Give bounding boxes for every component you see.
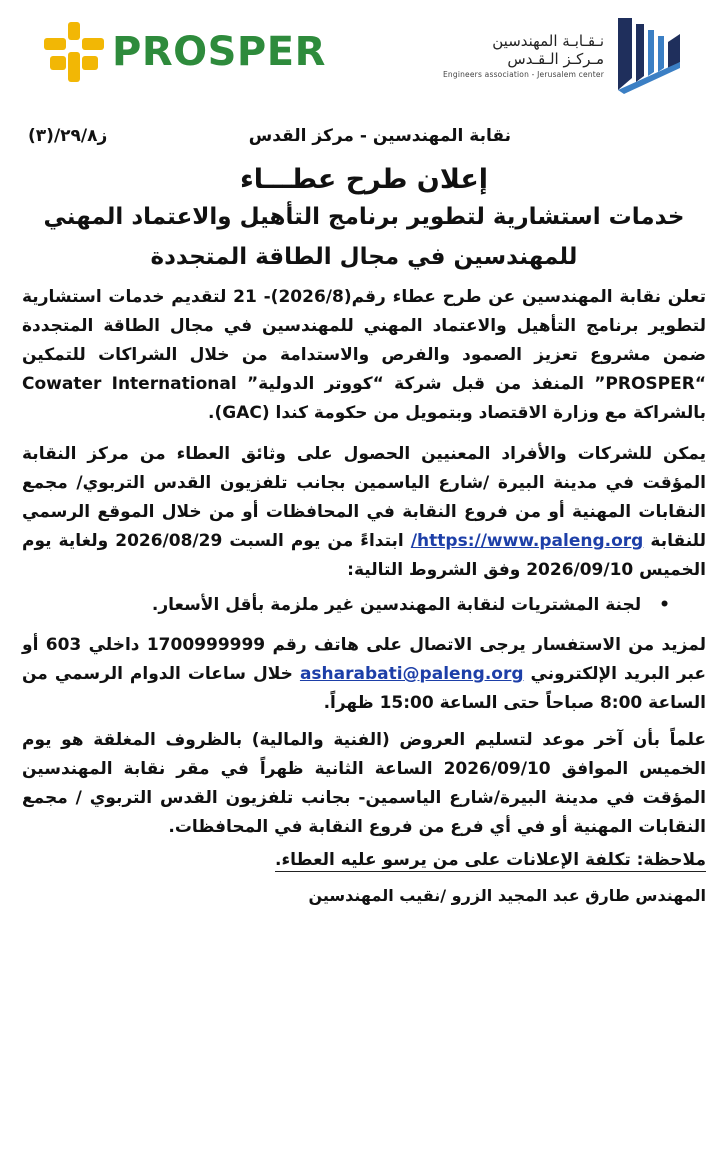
engineers-association-logo: [443, 14, 684, 94]
website-link[interactable]: https://www.paleng.org/: [410, 531, 644, 551]
ea-name-en: Engineers association - Jerusalem center: [442, 70, 604, 79]
paragraph-deadline: علماً بأن آخر موعد لتسليم العروض (الفنية والمالية) بالظروف المغلقة هو يوم الخميس الموافق 2026/09/10 الساعة الثانية ظهراً في مقر نقابة المهندسين المؤقت في مدينة البيرة/شارع الياسمين- بجانب تلفزيون القدس التربوي / مجمع النقابات المهنية أو في أي فرع من فروع النقابة في المحافظات.: [22, 730, 706, 837]
paragraph-intro: تعلن نقابة المهندسين عن طرح عطاء رقم(2026/8)- 21 لتقديم خدمات استشارية لتطوير برنامج التأهيل والاعتماد المهني للمهندسين في مجال الطاقة المتجددة ضمن مشروع تعزيز الصمود والفرص والاستدامة من خلال الشراكات للتمكين “PROSPER” المنفذ من قبل شركة “كووتر الدولية” Cowater International بالشراكة مع وزارة الاقتصاد وبتمويل من حكومة كندا (GAC).: [22, 287, 707, 423]
condition-bullet: • لجنة المشتريات لنقابة المهندسين غير ملزمة بأقل الأسعار.: [22, 591, 670, 619]
reference-number: ز٢٩/٨/(٣): [28, 126, 108, 146]
ea-name-line2: مـركـز الـقـدس: [507, 50, 604, 68]
paragraph-contact: [22, 631, 706, 718]
prosper-wordmark: PROSPER: [112, 29, 326, 75]
prosper-logo: [44, 22, 326, 82]
paragraph-documents: [22, 440, 706, 585]
announcement-title: إعلان طرح عطـــاء: [239, 164, 489, 195]
contact-hours: خلال ساعات الدوام الرسمي من الساعة 8:00 صباحاً حتى الساعة 15:00 ظهراً.: [22, 664, 706, 713]
contact-text: لمزيد من الاستفسار يرجى الاتصال على هاتف رقم 1700999999 داخلي 603 أو عبر البريد الإلكتروني: [22, 635, 707, 684]
announcement-subtitle-2: للمهندسين في مجال الطاقة المتجددة: [150, 244, 578, 270]
topline: [22, 124, 706, 152]
email-link[interactable]: asharabati@paleng.org: [299, 664, 524, 684]
ea-name-line1: نـقـابـة المهندسين: [492, 32, 604, 50]
note-text: ملاحظة: تكلفة الإعلانات على من يرسو عليه العطاء.: [274, 850, 706, 870]
org-name: نقابة المهندسين - مركز القدس: [248, 126, 511, 146]
signature: المهندس طارق عبد المجيد الزرو /نقيب المهندسين: [308, 886, 706, 905]
announcement-subtitle-1: خدمات استشارية لتطوير برنامج التأهيل والاعتماد المهني: [43, 204, 685, 230]
documents-text: يمكن للشركات والأفراد المعنيين الحصول على وثائق العطاء من مركز النقابة المؤقت في مدينة البيرة /شارع الياسمين بجانب تلفزيون القدس التربوي/ مجمع النقابات المهنية أو من فروع النقابة في المحافظات أو من خلال الموقع الرسمي للنقابة: [22, 444, 706, 551]
prosper-mark-icon: [44, 22, 104, 82]
note: [22, 846, 706, 874]
ea-emblem-icon: [614, 14, 684, 94]
documents-dates: ابتداءً من يوم السبت 2026/08/29 ولغاية يوم الخميس 2026/09/10 وفق الشروط التالية:: [22, 531, 706, 580]
header: [22, 0, 706, 120]
